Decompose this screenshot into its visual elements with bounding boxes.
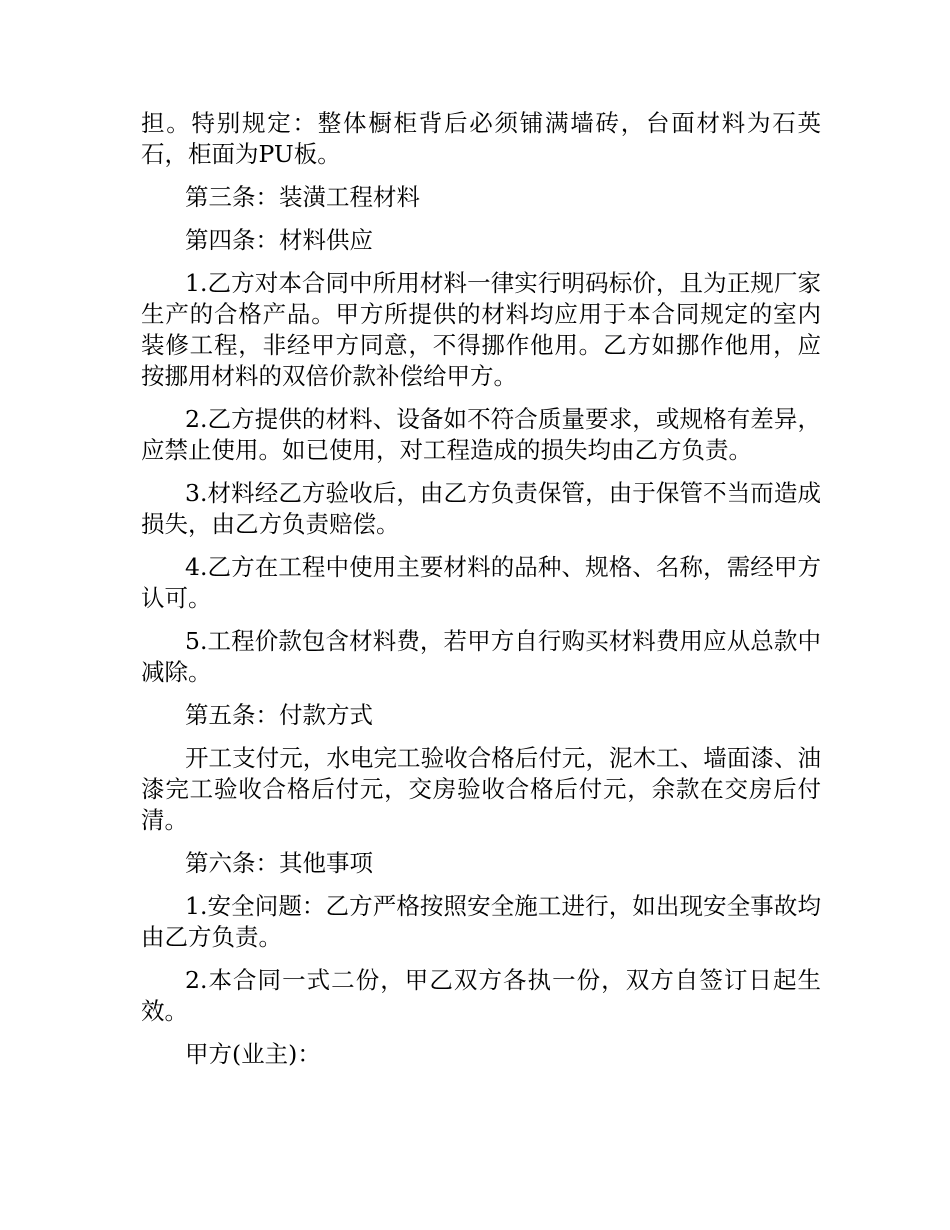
paragraph-material-2: 2.乙方提供的材料、设备如不符合质量要求，或规格有差异，应禁止使用。如已使用，对工程造成的损失均由乙方负责。	[141, 405, 821, 464]
paragraph-material-4: 4.乙方在工程中使用主要材料的品种、规格、名称，需经甲方认可。	[141, 553, 821, 612]
document-body	[141, 108, 821, 1082]
paragraph-material-1: 1.乙方对本合同中所用材料一律实行明码标价，且为正规厂家生产的合格产品。甲方所提供的材料均应用于本合同规定的室内装修工程，非经甲方同意，不得挪作他用。乙方如挪作他用，应按挪用材料的双倍价款补偿给甲方。	[141, 269, 821, 390]
heading-article-4: 第四条：材料供应	[185, 226, 373, 254]
paragraph-continuation: 担。特别规定：整体橱柜背后必须铺满墙砖，台面材料为石英石，柜面为PU板。	[141, 109, 821, 168]
heading-article-5: 第五条：付款方式	[185, 701, 373, 729]
signature-party-a: 甲方(业主)：	[185, 1040, 321, 1068]
heading-article-3: 第三条：装潢工程材料	[185, 183, 420, 211]
paragraph-material-3: 3.材料经乙方验收后，由乙方负责保管，由于保管不当而造成损失，由乙方负责赔偿。	[141, 479, 821, 538]
paragraph-payment: 开工支付元，水电完工验收合格后付元，泥木工、墙面漆、油漆完工验收合格后付元，交房验收合格后付元，余款在交房后付清。	[141, 744, 821, 834]
paragraph-other-1: 1.安全问题：乙方严格按照安全施工进行，如出现安全事故均由乙方负责。	[141, 892, 821, 951]
paragraph-material-5: 5.工程价款包含材料费，若甲方自行购买材料费用应从总款中减除。	[141, 627, 821, 686]
paragraph-other-2: 2.本合同一式二份，甲乙双方各执一份，双方自签订日起生效。	[141, 966, 821, 1025]
heading-article-6: 第六条：其他事项	[185, 849, 373, 877]
